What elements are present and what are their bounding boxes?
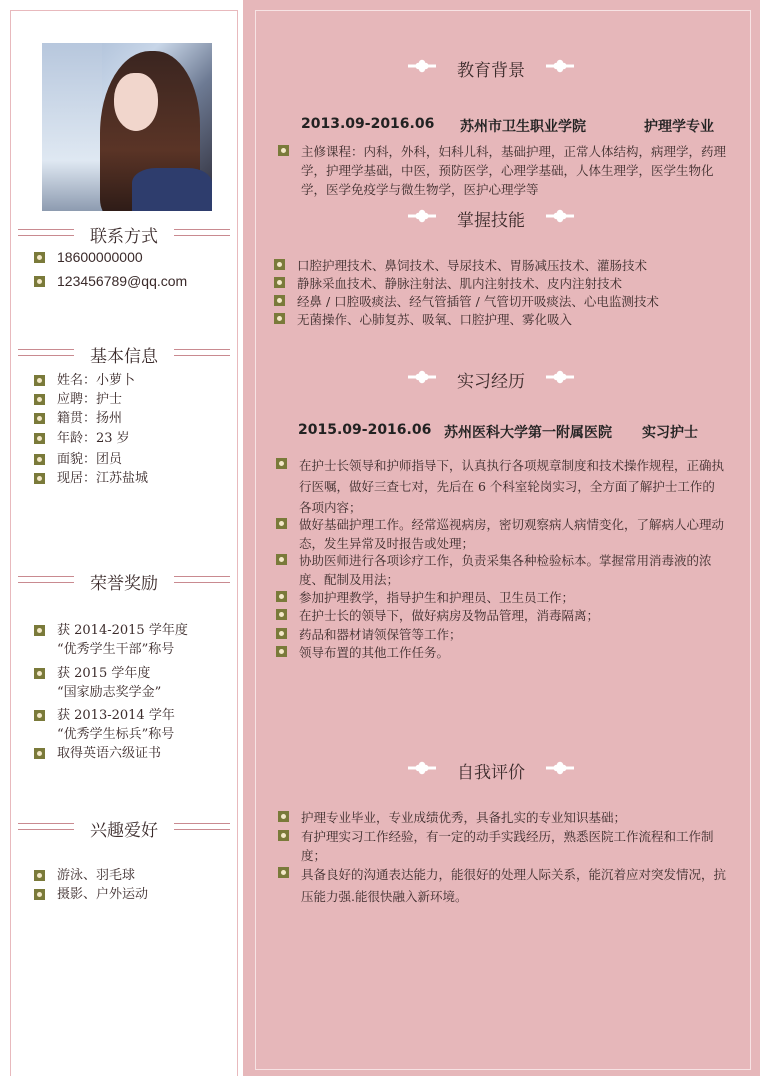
ornament-icon — [546, 761, 574, 775]
internship-text: 药品和器材请领保管等工作； — [299, 627, 462, 642]
internship-text: 做好基础护理工作。经常巡视病房，密切观察病人病情变化，了解病人心理动态，发生异常及时报告或处理； — [299, 517, 725, 551]
honor-line: 获 2015 学年度 — [57, 666, 151, 681]
basic-item — [34, 409, 122, 428]
basic-item-text: 姓名：小萝卜 — [57, 373, 136, 388]
self-text: 有护理实习工作经验，有一定的动手实践经历，熟悉医院工作流程和工作制度； — [301, 829, 714, 863]
bullet-icon — [274, 259, 285, 270]
bullet-icon — [278, 867, 289, 878]
education-courses — [278, 142, 726, 199]
bullet-icon — [34, 710, 45, 721]
skill-item — [274, 310, 724, 329]
email-text: 123456789@qq.com — [57, 273, 188, 289]
hobby-text: 游泳、羽毛球 — [57, 868, 136, 883]
bullet-icon — [34, 454, 45, 465]
self-item — [278, 827, 726, 865]
self-item — [278, 864, 726, 908]
internship-hospital: 苏州医科大学第一附属医院 — [444, 425, 612, 441]
bullet-icon — [34, 252, 45, 263]
internship-item — [276, 455, 726, 518]
self-title: 自我评价 — [457, 763, 525, 783]
profile-photo — [42, 43, 212, 211]
bullet-icon — [34, 668, 45, 679]
internship-period: 2015.09-2016.06 — [298, 422, 432, 438]
education-heading — [408, 54, 574, 80]
contact-phone — [34, 248, 143, 267]
bullet-icon — [34, 413, 45, 424]
bullet-icon — [278, 145, 289, 156]
hobby-text: 摄影、户外运动 — [57, 887, 149, 902]
bullet-icon — [274, 295, 285, 306]
basic-heading — [18, 342, 230, 366]
bullet-icon — [276, 646, 287, 657]
bullet-icon — [276, 591, 287, 602]
skill-text: 静脉采血技术、静脉注射法、肌内注射技术、皮内注射技术 — [297, 276, 623, 291]
bullet-icon — [34, 870, 45, 881]
basic-item — [34, 469, 148, 488]
self-text: 护理专业毕业，专业成绩优秀，具备扎实的专业知识基础； — [301, 810, 627, 825]
bullet-icon — [274, 313, 285, 324]
bullet-icon — [34, 375, 45, 386]
bullet-icon — [34, 433, 45, 444]
ornament-icon — [546, 209, 574, 223]
hobby-item — [34, 866, 135, 885]
education-title: 教育背景 — [457, 61, 525, 81]
skill-item — [274, 274, 724, 293]
honor-line: 获 2013-2014 学年 — [57, 708, 175, 723]
bullet-icon — [34, 748, 45, 759]
honor-item — [34, 744, 161, 763]
bullet-icon — [34, 889, 45, 900]
ornament-icon — [546, 370, 574, 384]
contact-heading — [18, 222, 230, 246]
bullet-icon — [278, 830, 289, 841]
skills-title: 掌握技能 — [457, 211, 525, 231]
internship-text: 领导布置的其他工作任务。 — [299, 645, 450, 660]
internship-text: 在护士长领导和护师指导下，认真执行各项规章制度和技术操作规程，正确执行医嘱，做好三查七对，先后在 6 个科室轮岗实习，全方面了解护士工作的各项内容； — [299, 458, 725, 515]
honor-item — [34, 621, 188, 659]
bullet-icon — [274, 277, 285, 288]
courses-text: 主修课程：内科，外科，妇科儿科，基础护理，正常人体结构，病理学，药理学，护理学基础，中医，预防医学，心理学基础，人体生理学，医学生物化学，医学免疫学与微生物学，医护心理学等 — [301, 144, 727, 197]
hobbies-title: 兴趣爱好 — [90, 821, 158, 841]
honor-line: 获 2014-2015 学年度 — [57, 623, 188, 638]
contact-email — [34, 272, 187, 291]
self-item — [278, 808, 726, 827]
honor-item — [34, 706, 175, 744]
basic-item — [34, 390, 122, 409]
bullet-icon — [276, 554, 287, 565]
bullet-icon — [276, 628, 287, 639]
bullet-icon — [276, 609, 287, 620]
skill-text: 口腔护理技术、鼻饲技术、导尿技术、胃肠减压技术、灌肠技术 — [297, 258, 648, 273]
internship-item — [276, 588, 726, 607]
internship-item — [276, 606, 726, 625]
skill-text: 无菌操作、心肺复苏、吸氧、口腔护理、雾化吸入 — [297, 312, 573, 327]
skill-text: 经鼻 / 口腔吸痰法、经气管插管 / 气管切开吸痰法、心电监测技术 — [297, 294, 659, 309]
basic-item-text: 年龄：23 岁 — [57, 431, 130, 446]
internship-item — [276, 625, 726, 644]
skills-heading — [408, 204, 574, 230]
bullet-icon — [276, 518, 287, 529]
basic-item — [34, 371, 135, 390]
internship-item — [276, 515, 726, 553]
self-heading — [408, 756, 574, 782]
internship-text: 协助医师进行各项诊疗工作，负责采集各种检验标本。掌握常用消毒液的浓度、配制及用法； — [299, 553, 712, 587]
education-school: 苏州市卫生职业学院 — [460, 119, 586, 135]
bullet-icon — [34, 473, 45, 484]
internship-item — [276, 643, 726, 662]
skill-item — [274, 292, 724, 311]
honors-heading — [18, 569, 230, 593]
bullet-icon — [34, 394, 45, 405]
hobbies-heading — [18, 816, 230, 840]
bullet-icon — [34, 276, 45, 287]
internship-role: 实习护士 — [642, 425, 698, 441]
internship-heading — [408, 365, 574, 391]
phone-text: 18600000000 — [57, 249, 143, 265]
honor-line: 取得英语六级证书 — [57, 746, 162, 761]
honor-line: “优秀学生干部”称号 — [57, 642, 175, 657]
basic-item-text: 面貌：团员 — [57, 452, 123, 467]
bullet-icon — [276, 458, 287, 469]
skill-item — [274, 256, 724, 275]
basic-title: 基本信息 — [90, 347, 158, 367]
basic-item — [34, 429, 130, 448]
internship-text: 在护士长的领导下，做好病房及物品管理，消毒隔离； — [299, 608, 600, 623]
contact-title: 联系方式 — [90, 227, 158, 247]
internship-title: 实习经历 — [457, 372, 525, 392]
bullet-icon — [278, 811, 289, 822]
bullet-icon — [34, 625, 45, 636]
education-period: 2013.09-2016.06 — [301, 116, 435, 132]
basic-item-text: 应聘：护士 — [57, 392, 123, 407]
basic-item-text: 籍贯：扬州 — [57, 411, 123, 426]
honors-title: 荣誉奖励 — [90, 574, 158, 594]
honor-line: “优秀学生标兵”称号 — [57, 727, 175, 742]
honor-item — [34, 664, 161, 702]
ornament-icon — [546, 59, 574, 73]
education-major: 护理学专业 — [644, 119, 714, 135]
self-text: 具备良好的沟通表达能力，能很好的处理人际关系，能沉着应对突发情况，抗压能力强.能很快融入新环境。 — [301, 867, 727, 904]
internship-text: 参加护理教学，指导护生和护理员、卫生员工作； — [299, 590, 575, 605]
basic-item — [34, 450, 122, 469]
hobby-item — [34, 885, 148, 904]
basic-item-text: 现居：江苏盐城 — [57, 471, 149, 486]
honor-line: “国家励志奖学金” — [57, 685, 162, 700]
internship-item — [276, 551, 726, 589]
